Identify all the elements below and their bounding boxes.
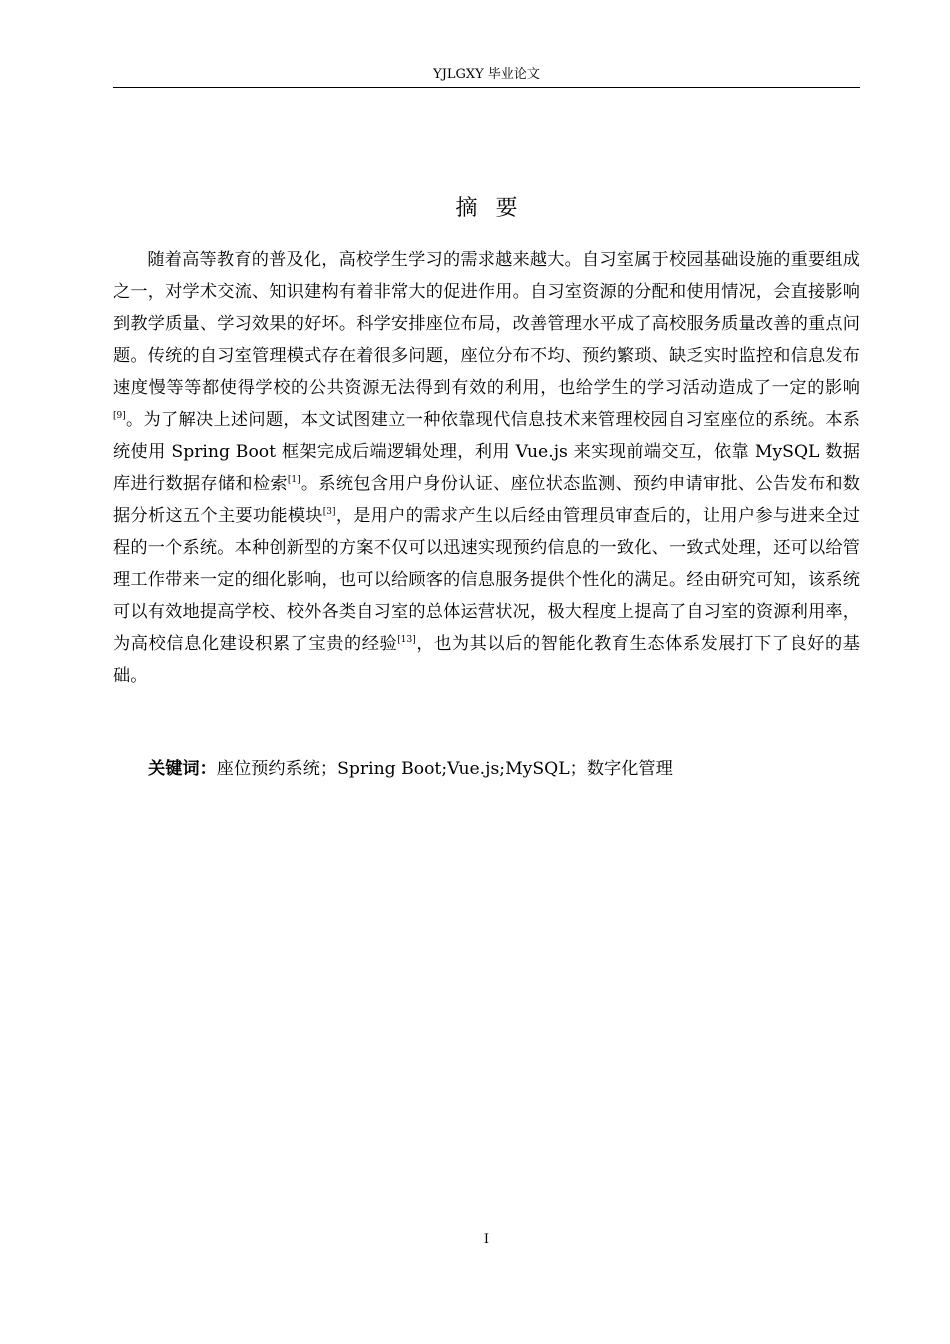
citation-ref: [9] — [113, 411, 126, 421]
abstract-body — [113, 244, 860, 692]
abstract-text-4: ，是用户的需求产生以后经由管理员审查后的，让用户参与进来全过程的一个系统。本种创新型的方案不仅可以迅速实现预约信息的一致化、一致式处理，还可以给管理工作带来一定的细化影响，也可以给顾客的信息服务提供个性化的满足。经由研究可知，该系统可以有效地提高学校、校外各类自习室的总体运营状况，极大程度上提高了自习室的资源利用率，为高校信息化建设积累了宝贵的经验 — [113, 506, 860, 654]
citation-ref: [3] — [322, 507, 336, 517]
page-number: I — [483, 1232, 490, 1247]
header-rule — [113, 87, 860, 88]
abstract-text-5: ，也为其以后的智能化教育生态体系发展打下了良好的基础。 — [113, 634, 860, 686]
abstract-text-3: 。系统包含用户身份认证、座位状态监测、预约申请审批、公告发布和数据分析这五个主要功能模块 — [113, 474, 860, 526]
running-header: YJLGXY 毕业论文 — [433, 67, 540, 82]
keywords-value: 座位预约系统；Spring Boot;Vue.js;MySQL；数字化管理 — [216, 759, 673, 779]
keywords-line — [148, 754, 860, 784]
abstract-title: 摘要 — [455, 195, 536, 221]
citation-ref: [1] — [287, 475, 301, 485]
abstract-text-1: 随着高等教育的普及化，高校学生学习的需求越来越大。自习室属于校园基础设施的重要组成之一，对学术交流、知识建构有着非常大的促进作用。自习室资源的分配和使用情况，会直接影响到教学质量、学习效果的好坏。科学安排座位布局，改善管理水平成了高校服务质量改善的重点问题。传统的自习室管理模式存在着很多问题，座位分布不均、预约繁琐、缺乏实时监控和信息发布速度慢等等都使得学校的公共资源无法得到有效的利用，也给学生的学习活动造成了一定的影响 — [113, 250, 860, 398]
keywords-label: 关键词： — [148, 759, 217, 779]
abstract-text-2: 。为了解决上述问题，本文试图建立一种依靠现代信息技术来管理校园自习室座位的系统。本系统使用 Spring Boot 框架完成后端逻辑处理，利用 Vue.js 来实现前端交互，依靠 MySQL 数据库进行数据存储和检索 — [113, 410, 860, 494]
citation-ref: [13] — [397, 635, 416, 645]
